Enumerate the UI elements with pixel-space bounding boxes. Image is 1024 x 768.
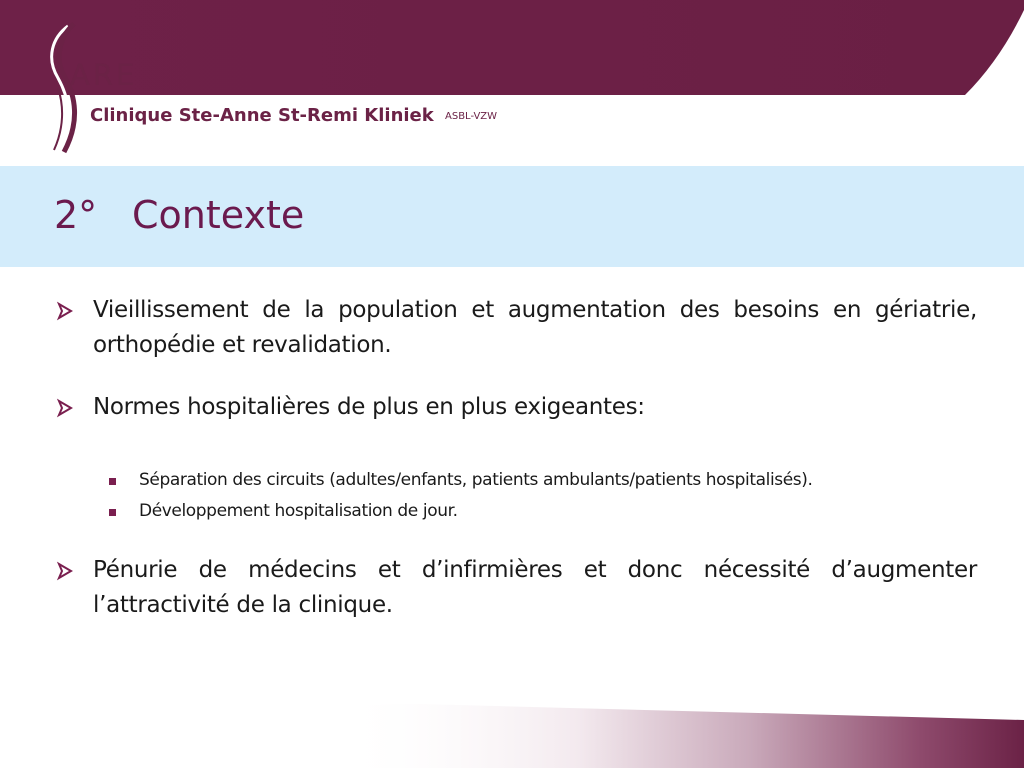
arrow-bullet-icon: [56, 561, 76, 581]
bullet-item: Pénurie de médecins et d’infirmières et donc nécessité d’augmenter l’attractivité de la clinique.: [93, 557, 977, 618]
logo-text: ARE: [70, 58, 138, 92]
square-bullet-icon: [109, 478, 116, 485]
slide-number: 2°: [54, 193, 98, 237]
header-band: [0, 0, 1024, 170]
square-bullet-icon: [109, 509, 116, 516]
arrow-bullet-icon: [56, 398, 76, 418]
sub-bullet-item: Développement hospitalisation de jour.: [139, 501, 458, 521]
slide-title: [54, 193, 304, 237]
clinic-legal-suffix: ASBL-VZW: [445, 111, 498, 122]
clinic-name: Clinique Ste-Anne St-Remi Kliniek: [90, 105, 434, 126]
bullet-item: Normes hospitalières de plus en plus exigeantes:: [93, 394, 645, 420]
bullet-item: Vieillissement de la population et augmentation des besoins en gériatrie, orthopédie et revalidation.: [93, 297, 977, 358]
sub-bullet-item: Séparation des circuits (adultes/enfants, patients ambulants/patients hospitalisés).: [139, 470, 813, 490]
footer-band: [0, 700, 1024, 768]
slide-title-text: Contexte: [132, 193, 305, 237]
arrow-bullet-icon: [56, 301, 76, 321]
